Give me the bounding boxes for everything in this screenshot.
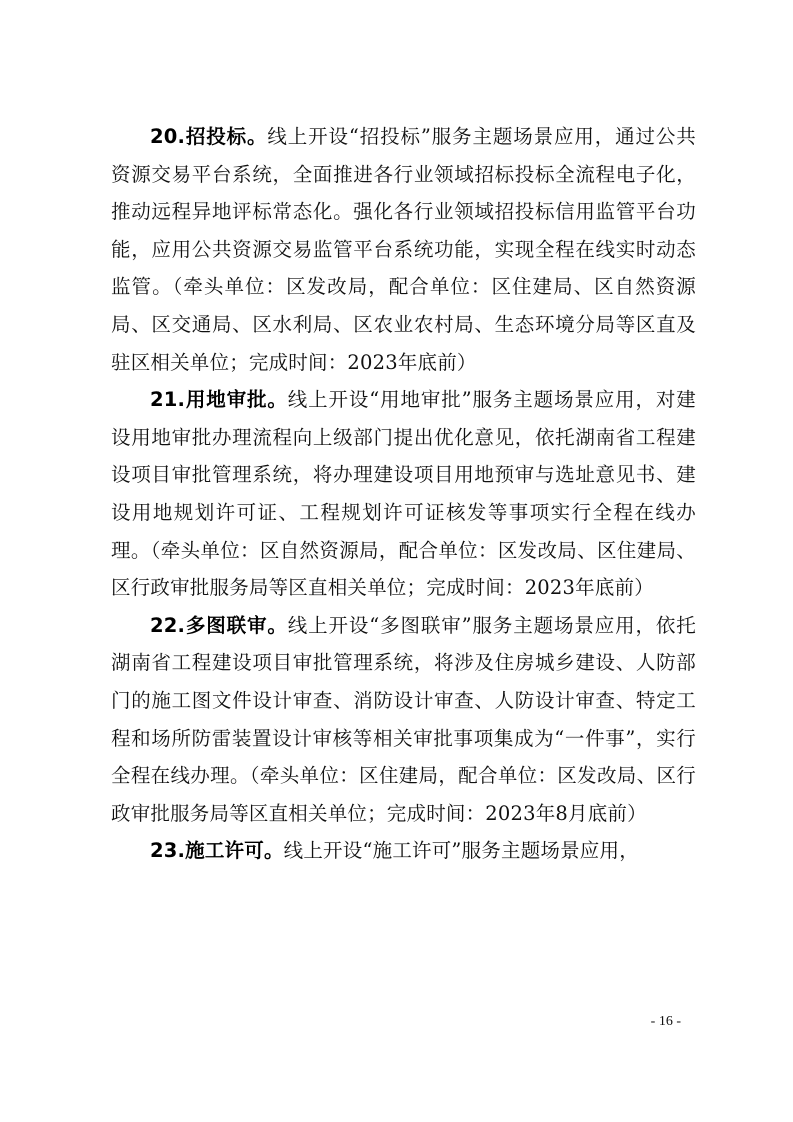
paragraph-construction-permit [111, 832, 696, 870]
paragraph-text: 线上开设“施工许可”服务主题场景应用， [283, 839, 639, 863]
paragraph-bidding [111, 118, 696, 381]
paragraph-heading: 22.多图联审。 [150, 613, 288, 637]
document-body [111, 118, 696, 870]
paragraph-heading: 23.施工许可。 [150, 839, 284, 863]
paragraph-heading: 20.招投标。 [150, 125, 268, 148]
page-number: - 16 - [650, 1014, 681, 1029]
paragraph-text: 线上开设“用地审批”服务主题场景应用，对建设用地审批办理流程向上级部门提出优化意见，依托湖南省工程建设项目审批管理系统，将办理建设项目用地预审与选址意见书、建设用地规划许可证、工程规划许可证核发等事项实行全程在线办理。（牵头单位：区自然资源局，配合单位：区发改局、区住建局、区行政审批服务局等区直相关单位；完成时间：2023年底前） [111, 388, 696, 600]
paragraph-text: 线上开设“多图联审”服务主题场景应用，依托湖南省工程建设项目审批管理系统，将涉及住房城乡建设、人防部门的施工图文件设计审查、消防设计审查、人防设计审查、特定工程和场所防雷装置设计审核等相关审批事项集成为“一件事”，实行全程在线办理。（牵头单位：区住建局，配合单位：区发改局、区行政审批服务局等区直相关单位；完成时间：2023年8月底前） [111, 613, 696, 825]
paragraph-heading: 21.用地审批。 [150, 388, 288, 412]
paragraph-text: 线上开设“招投标”服务主题场景应用，通过公共资源交易平台系统，全面推进各行业领域招标投标全流程电子化，推动远程异地评标常态化。强化各行业领域招投标信用监管平台功能，应用公共资源交易监管平台系统功能，实现全程在线实时动态监管。（牵头单位：区发改局，配合单位：区住建局、区自然资源局、区交通局、区水利局、区农业农村局、生态环境分局等区直及驻区相关单位；完成时间：2023年底前） [111, 125, 696, 374]
paragraph-land-approval [111, 381, 696, 607]
paragraph-joint-review [111, 607, 696, 833]
